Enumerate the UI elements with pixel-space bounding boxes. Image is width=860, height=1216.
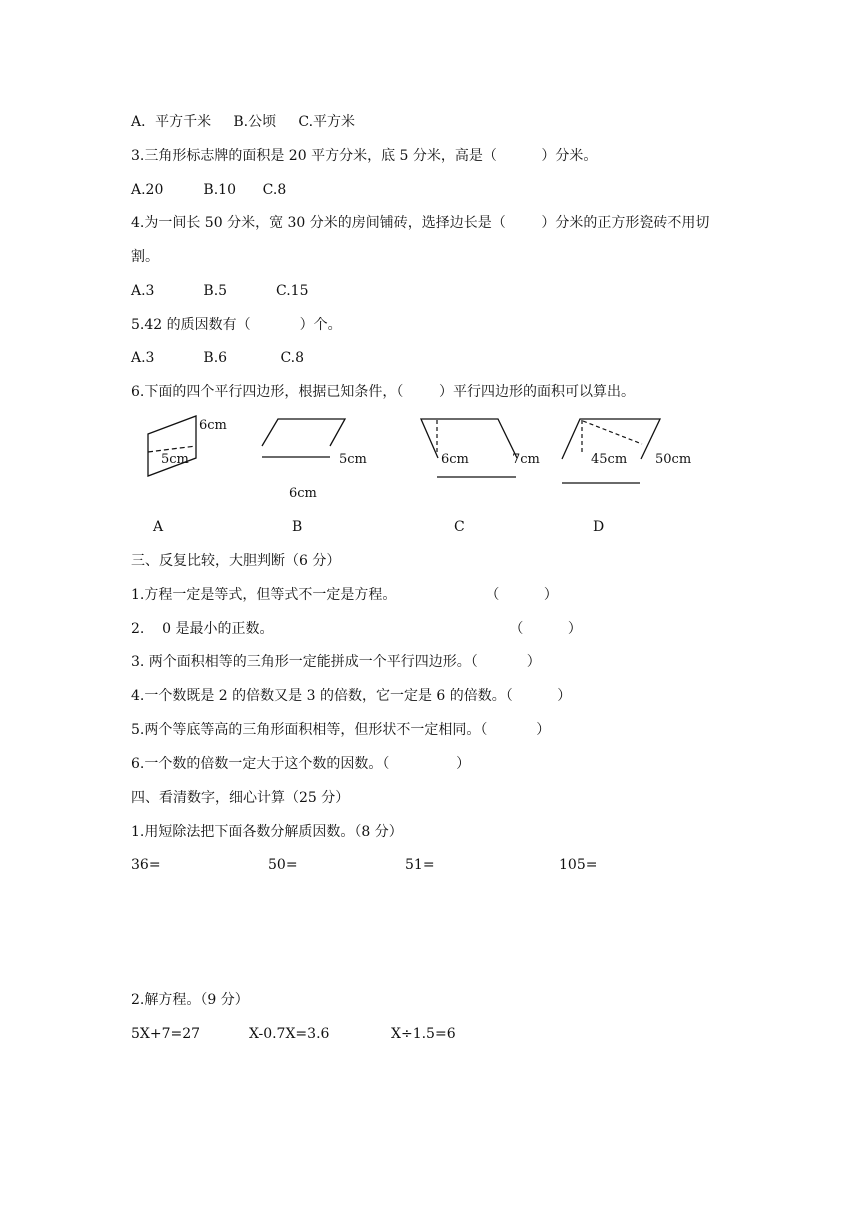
figure-a-height-label: 6cm [199, 418, 227, 433]
judge-item-2: 2. 0 是最小的正数。 （ ） [131, 621, 582, 637]
parallelogram-figures [0, 380, 860, 490]
figure-d-diagonal-line [583, 421, 642, 444]
question-4-cont: 割。 [131, 249, 159, 265]
figure-c-parallelogram [421, 419, 517, 458]
judge-item-1: 1.方程一定是等式，但等式不一定是方程。 （ ） [131, 587, 558, 603]
question-6: 6.下面的四个平行四边形，根据已知条件，（ ）平行四边形的面积可以算出。 [131, 384, 635, 400]
q4-options: A.3 B.5 C.15 [131, 283, 309, 299]
equation-item: X-0.7X=3.6 [249, 1026, 330, 1042]
question-4: 4.为一间长 50 分米，宽 30 分米的房间铺砖，选择边长是（ ）分米的正方形瓷砖不用切 [131, 215, 710, 231]
judge-item-5: 5.两个等底等高的三角形面积相等，但形状不一定相同。（ ） [131, 722, 551, 738]
figure-b-base-label: 6cm [289, 486, 317, 501]
figure-d-height-label: 45cm [591, 452, 628, 467]
q3-options: A.20 B.10 C.8 [131, 182, 287, 198]
factorize-item: 50= [268, 857, 298, 873]
figure-d-side-label: 50cm [655, 452, 692, 467]
figure-a-base-label: 5cm [161, 452, 189, 467]
judge-item-6: 6.一个数的倍数一定大于这个数的因数。（ ） [131, 756, 471, 772]
judge-item-3: 3. 两个面积相等的三角形一定能拼成一个平行四边形。（ ） [131, 654, 541, 670]
section-4-heading: 四、看清数字，细心计算（25 分） [131, 790, 350, 806]
calc-2-instruction: 2.解方程。（9 分） [131, 992, 249, 1008]
calc-1-instruction: 1.用短除法把下面各数分解质因数。（8 分） [131, 824, 403, 840]
figure-b-parallelogram [262, 419, 345, 446]
figure-b-letter: B [292, 519, 303, 535]
figure-b-side-label: 5cm [339, 452, 367, 467]
figure-a-letter: A [153, 519, 164, 535]
figure-c-height-label: 6cm [441, 452, 469, 467]
q2-options: A．平方千米 B.公顷 C.平方米 [131, 114, 356, 130]
equation-item: X÷1.5=6 [391, 1026, 456, 1042]
factorize-item: 51= [405, 857, 435, 873]
figure-c-side-label: 7cm [512, 452, 540, 467]
equation-item: 5X+7=27 [131, 1026, 201, 1042]
q5-options: A.3 B.6 C.8 [131, 350, 305, 366]
question-5: 5.42 的质因数有（ ）个。 [131, 317, 342, 333]
figure-c-letter: C [454, 519, 465, 535]
question-3: 3.三角形标志牌的面积是 20 平方分米，底 5 分米，高是（ ）分米。 [131, 148, 598, 164]
section-3-heading: 三、反复比较，大胆判断（6 分） [131, 553, 341, 569]
figure-d-letter: D [593, 519, 605, 535]
factorize-item: 36= [131, 857, 161, 873]
factorize-item: 105= [559, 857, 598, 873]
judge-item-4: 4.一个数既是 2 的倍数又是 3 的倍数，它一定是 6 的倍数。（ ） [131, 688, 572, 704]
